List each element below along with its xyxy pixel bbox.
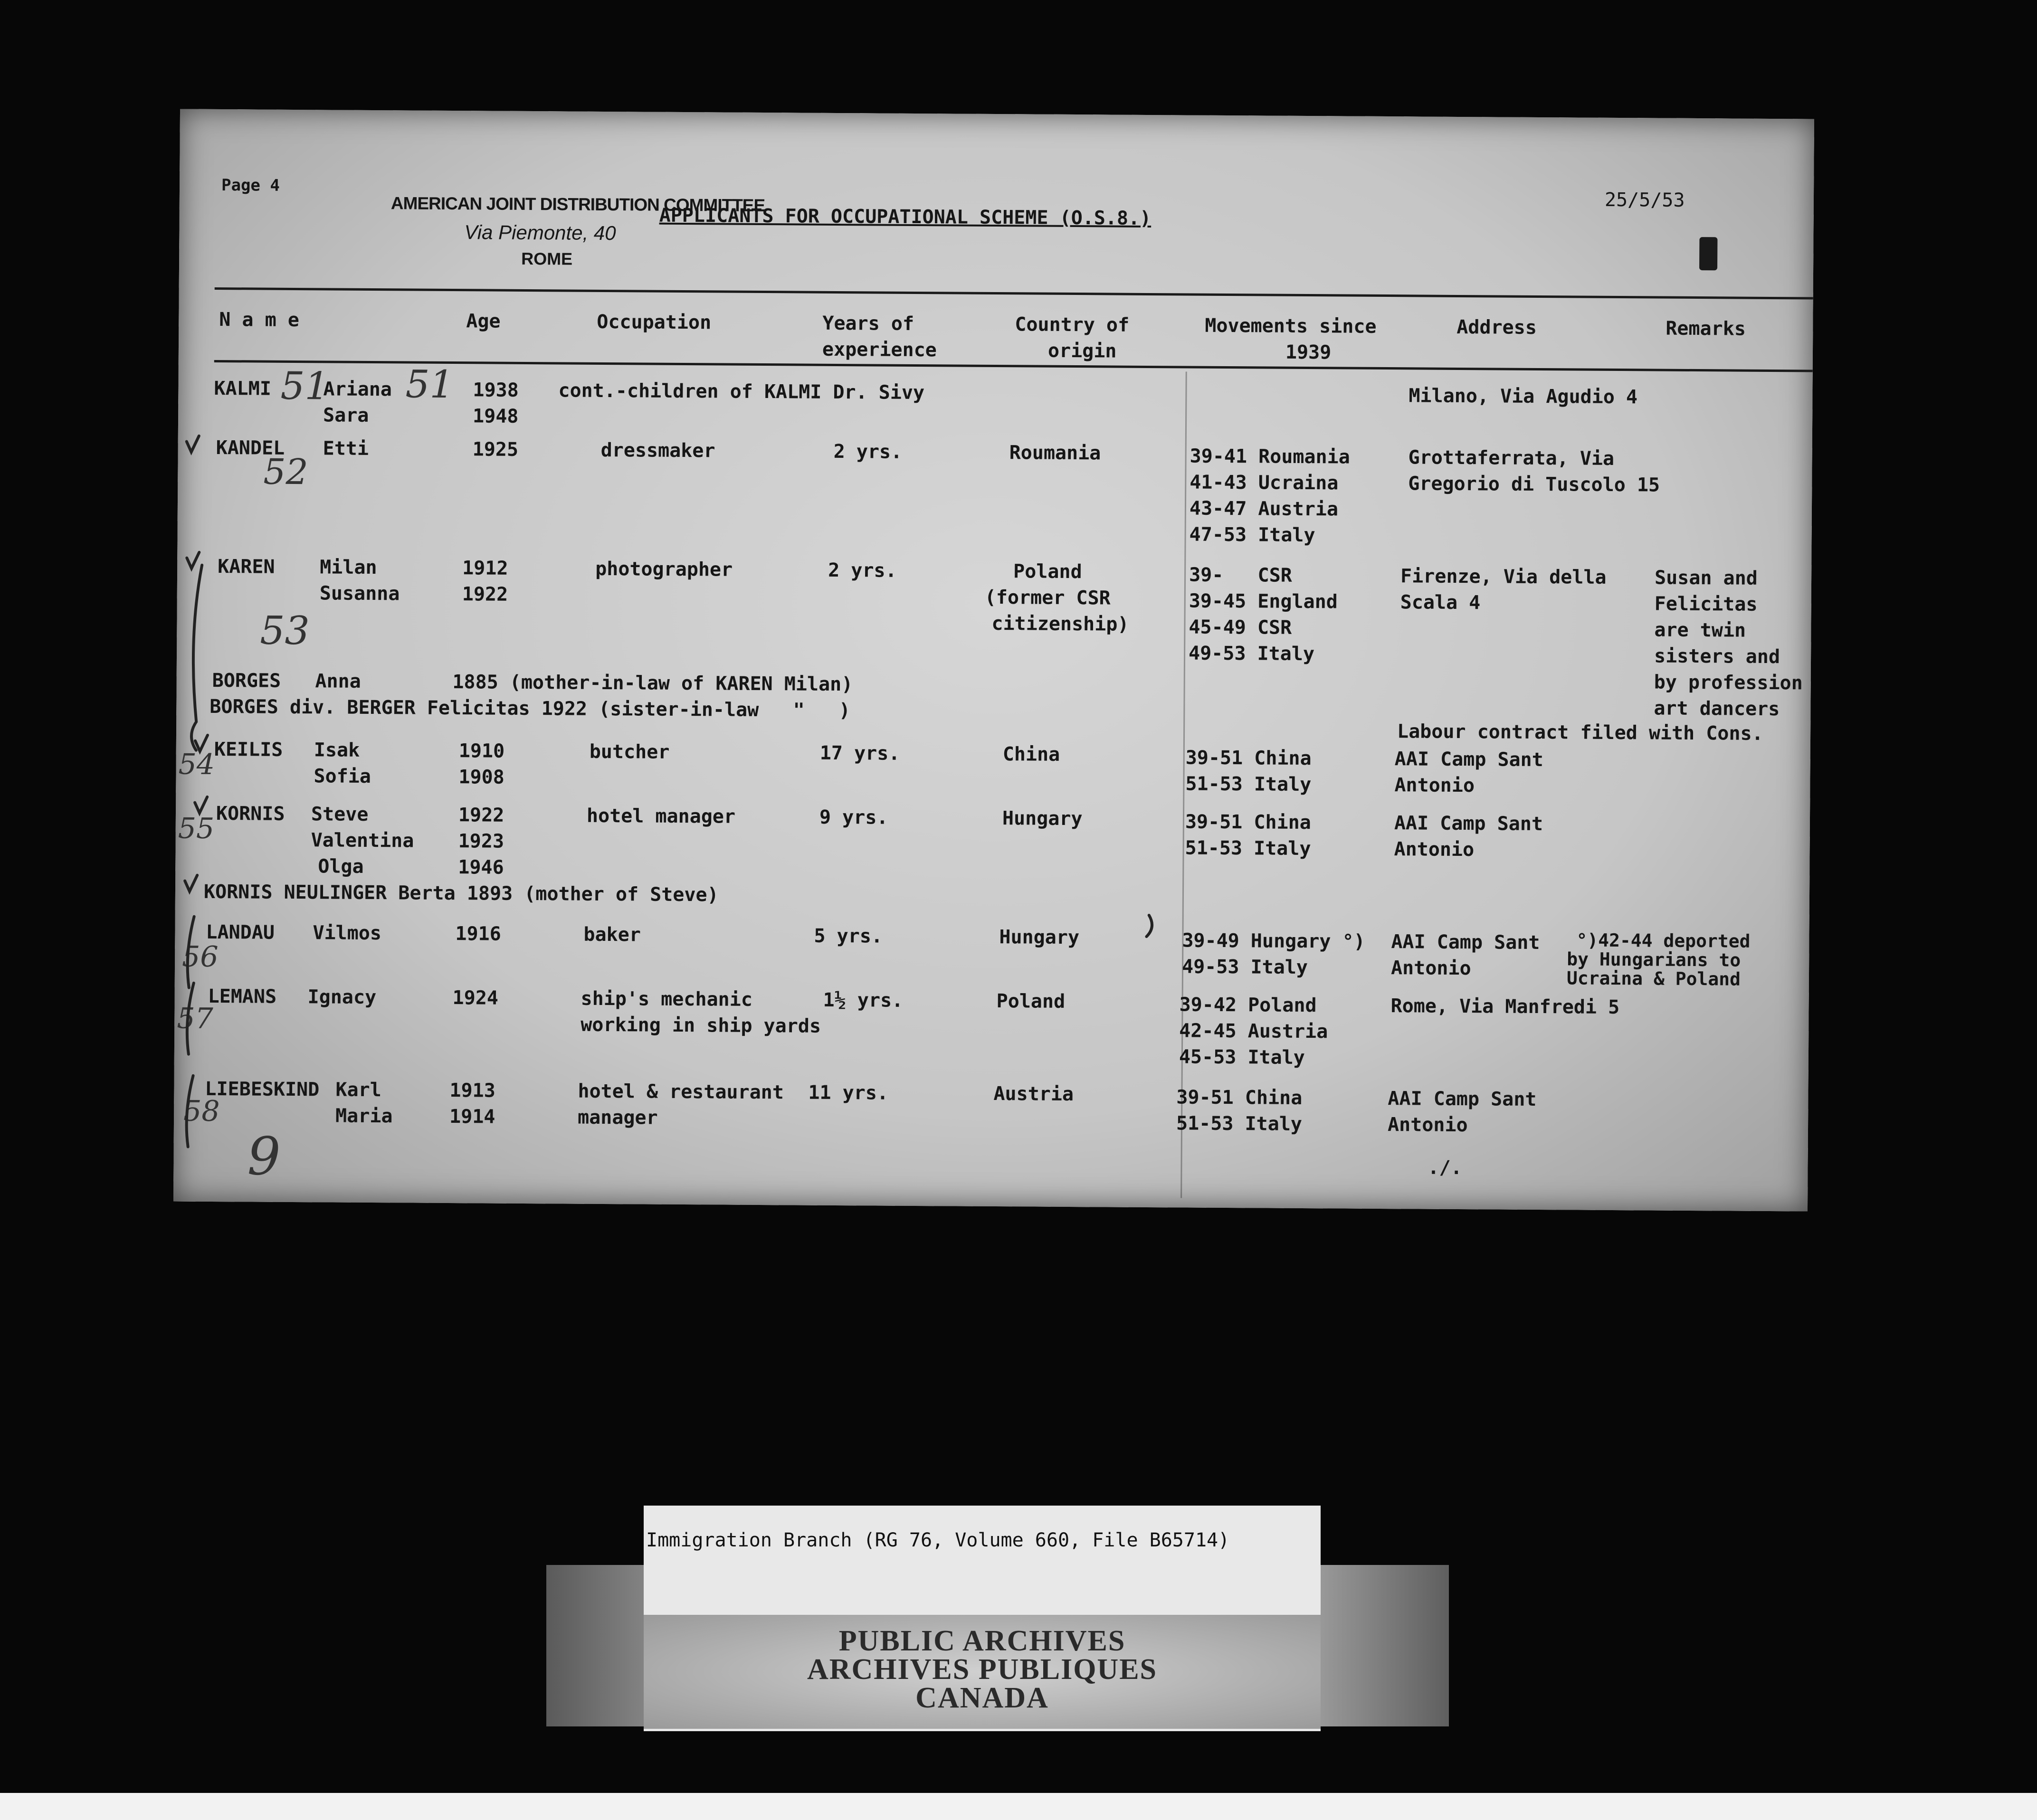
entry-address: Milano, Via Agudio 4 xyxy=(1409,385,1638,408)
handwritten-number: 51 xyxy=(280,363,329,408)
entry-country: China xyxy=(1002,743,1060,766)
organization-name: AMERICAN JOINT DISTRIBUTION COMMITTEE xyxy=(390,193,765,216)
entry-occupation: manager xyxy=(577,1106,658,1129)
entry-movement: 45-49 CSR xyxy=(1189,616,1292,639)
entry-movement: 39-51 China xyxy=(1185,747,1312,770)
entry-movement: 43-47 Austria xyxy=(1189,497,1339,521)
column-years-line2: experience xyxy=(822,338,937,361)
entry-movement: 51-53 Italy xyxy=(1185,773,1312,796)
entry-firstname: Olga xyxy=(318,855,364,878)
entry-movement: 39-41 Roumania xyxy=(1190,445,1350,468)
archive-reference: Immigration Branch (RG 76, Volume 660, File B65714) xyxy=(646,1529,1230,1551)
entry-country: Hungary xyxy=(1002,807,1083,830)
entry-birthyear: 1914 xyxy=(449,1106,495,1128)
entry-address: AAI Camp Sant xyxy=(1394,812,1543,835)
entry-birthyear: 1923 xyxy=(458,830,504,853)
entry-relative-line: BORGES Anna 1885 (mother-in-law of KAREN Milan) xyxy=(212,669,853,696)
entry-country: Roumania xyxy=(1009,442,1101,464)
handwritten-number: 57 xyxy=(177,1002,213,1035)
entry-birthyear: 1938 xyxy=(473,379,519,401)
handwritten-number: 51 xyxy=(405,362,454,407)
entry-country: Austria xyxy=(993,1083,1074,1106)
entry-occupation: hotel & restaurant xyxy=(578,1080,784,1104)
entry-firstname: Ariana xyxy=(323,378,392,401)
entry-movement: 51-53 Italy xyxy=(1176,1112,1303,1135)
handwritten-number: 9 xyxy=(247,1126,281,1187)
handwritten-number: 58 xyxy=(183,1094,220,1128)
entry-remark: °)42-44 deported xyxy=(1576,929,1751,952)
entry-movement: 39-45 England xyxy=(1189,590,1338,613)
entry-firstname: Etti xyxy=(323,437,369,460)
organization-street: Via Piemonte, 40 xyxy=(464,221,616,245)
entry-address: Firenze, Via della xyxy=(1400,565,1607,588)
handwritten-number: 56 xyxy=(181,940,219,974)
entry-movement: 39-49 Hungary °) xyxy=(1182,929,1365,953)
entry-firstname: Valentina xyxy=(311,829,414,852)
document-date: 25/5/53 xyxy=(1604,189,1685,211)
handwritten-number: 52 xyxy=(263,451,308,493)
page-number: Page 4 xyxy=(221,176,280,195)
entry-occupation: butcher xyxy=(589,740,670,763)
column-remarks: Remarks xyxy=(1666,317,1746,340)
entry-birthyear: 1925 xyxy=(472,438,519,461)
entry-movement: 39-42 Poland xyxy=(1179,994,1317,1017)
entry-note: cont.-children of KALMI Dr. Sivy xyxy=(558,379,925,404)
handwritten-number: 53 xyxy=(260,608,310,654)
entry-address: AAI Camp Sant xyxy=(1391,931,1540,954)
column-country-line1: Country of xyxy=(1015,313,1130,336)
entry-remark: by Hungarians to xyxy=(1567,948,1741,971)
entry-address: Antonio xyxy=(1387,1114,1468,1137)
document-title: APPLICANTS FOR OCCUPATIONAL SCHEME (O.S.8.) xyxy=(659,204,1152,230)
entry-occupation: hotel manager xyxy=(586,805,736,828)
entry-remark: Felicitas xyxy=(1654,593,1758,616)
column-name: N a m e xyxy=(219,309,300,332)
entry-years: 2 yrs. xyxy=(828,559,897,582)
entry-firstname: Milan xyxy=(320,556,377,579)
column-address: Address xyxy=(1456,316,1537,339)
entry-birthyear: 1916 xyxy=(455,923,501,945)
entry-address: Antonio xyxy=(1394,838,1475,861)
entry-surname: KAREN xyxy=(218,556,275,578)
entry-movement: 49-53 Italy xyxy=(1181,956,1308,979)
entry-firstname: Sara xyxy=(323,404,369,427)
handwritten-number: 55 xyxy=(178,812,215,845)
archive-stamp-line2: ARCHIVES PUBLIQUES xyxy=(807,1653,1158,1686)
entry-years: 1½ yrs. xyxy=(823,989,904,1012)
entry-surname: LIEBESKIND xyxy=(205,1078,320,1101)
entry-occupation: photographer xyxy=(595,558,733,581)
entry-years: 5 yrs. xyxy=(814,925,883,948)
entry-firstname: Karl xyxy=(335,1079,381,1101)
column-years-line1: Years of xyxy=(822,312,914,335)
entry-birthyear: 1946 xyxy=(458,856,504,879)
entry-movement: 42-45 Austria xyxy=(1179,1020,1328,1043)
handwritten-number: 54 xyxy=(178,748,215,781)
entry-remark: Susan and xyxy=(1654,567,1758,589)
entry-surname: LEMANS xyxy=(208,985,277,1008)
entry-surname: LANDAU xyxy=(206,921,275,944)
entry-relative-line: BORGES div. BERGER Felicitas 1922 (sister-in-law " ) xyxy=(209,695,851,722)
entry-firstname: Susanna xyxy=(319,582,400,605)
entry-firstname: Isak xyxy=(314,739,360,761)
entry-firstname: Maria xyxy=(335,1105,393,1128)
entry-movement: 39-51 China xyxy=(1185,811,1311,834)
entry-remark: are twin xyxy=(1654,619,1746,642)
entry-remark: by profession xyxy=(1654,671,1803,694)
entry-country: (former CSR xyxy=(984,586,1111,609)
entry-firstname: Vilmos xyxy=(313,922,382,945)
entry-address: AAI Camp Sant xyxy=(1394,748,1543,771)
entry-remark: art dancers xyxy=(1654,697,1780,720)
archive-stamp-line1: PUBLIC ARCHIVES xyxy=(838,1625,1126,1657)
entry-surname: KORNIS xyxy=(216,803,285,825)
column-movements-line1: Movements since xyxy=(1205,314,1377,338)
entry-firstname: Ignacy xyxy=(307,986,377,1009)
scan-bottom-band xyxy=(0,1793,2037,1820)
entry-years: 2 yrs. xyxy=(833,440,903,463)
entry-country: Hungary xyxy=(999,926,1080,949)
entry-birthyear: 1910 xyxy=(458,740,505,762)
continued-mark: ./. xyxy=(1428,1156,1462,1179)
entry-occupation: dressmaker xyxy=(600,439,715,462)
entry-movement: 47-53 Italy xyxy=(1189,523,1315,547)
entry-birthyear: 1913 xyxy=(449,1080,495,1102)
entry-birthyear: 1912 xyxy=(462,557,508,579)
column-movements-line2: 1939 xyxy=(1285,341,1332,364)
entry-occupation: baker xyxy=(583,923,641,946)
organization-city: ROME xyxy=(521,248,573,269)
entry-birthyear: 1922 xyxy=(462,583,508,606)
entry-relative-line: KORNIS NEULINGER Berta 1893 (mother of Steve) xyxy=(203,881,719,906)
entry-remark: sisters and xyxy=(1654,645,1780,668)
entry-address: Grottaferrata, Via xyxy=(1408,446,1615,470)
archive-stamp-line3: CANADA xyxy=(915,1682,1049,1714)
entry-country: citizenship) xyxy=(991,612,1129,635)
entry-country: Poland xyxy=(1013,560,1082,583)
entry-movement: 45-53 Italy xyxy=(1179,1046,1305,1069)
entry-address: AAI Camp Sant xyxy=(1388,1088,1537,1110)
entry-years: 11 yrs. xyxy=(808,1081,889,1104)
entry-occupation: ship's mechanic xyxy=(581,987,752,1011)
entry-birthyear: 1948 xyxy=(472,405,519,427)
document-sheet xyxy=(173,109,1814,1212)
entry-firstname: Sofia xyxy=(314,765,371,787)
entry-occupation: working in ship yards xyxy=(581,1014,821,1037)
entry-birthyear: 1924 xyxy=(452,987,499,1009)
entry-movement: 39-51 China xyxy=(1176,1086,1303,1109)
entry-address: Scala 4 xyxy=(1400,591,1481,614)
entry-surname: KEILIS xyxy=(214,738,283,761)
entry-address: Antonio xyxy=(1390,957,1471,980)
entry-surname: KALMI xyxy=(214,377,272,400)
entry-years: 9 yrs. xyxy=(819,806,888,829)
entry-country: Poland xyxy=(996,990,1066,1013)
entry-movement: 41-43 Ucraina xyxy=(1190,471,1339,494)
pen-marks xyxy=(173,109,1814,1212)
entry-movement: 39- CSR xyxy=(1189,564,1292,587)
entry-address: Gregorio di Tuscolo 15 xyxy=(1408,473,1660,496)
column-age: Age xyxy=(466,310,501,332)
entry-birthyear: 1922 xyxy=(458,804,504,826)
column-occupation: Occupation xyxy=(597,311,712,334)
entry-address: Rome, Via Manfredi 5 xyxy=(1390,995,1620,1019)
entry-movement: 49-53 Italy xyxy=(1188,642,1315,665)
entry-years: 17 yrs. xyxy=(819,742,900,765)
entry-address: Antonio xyxy=(1394,774,1475,797)
entry-birthyear: 1908 xyxy=(458,766,504,788)
entry-movement: 51-53 Italy xyxy=(1185,837,1311,860)
entry-surname: KANDEL xyxy=(216,436,285,459)
labour-contract-note: Labour contract filed with Cons. xyxy=(1397,720,1763,745)
column-country-line2: origin xyxy=(1047,340,1117,362)
entry-firstname: Steve xyxy=(311,803,369,825)
entry-remark: Ucraina & Poland xyxy=(1566,967,1741,990)
